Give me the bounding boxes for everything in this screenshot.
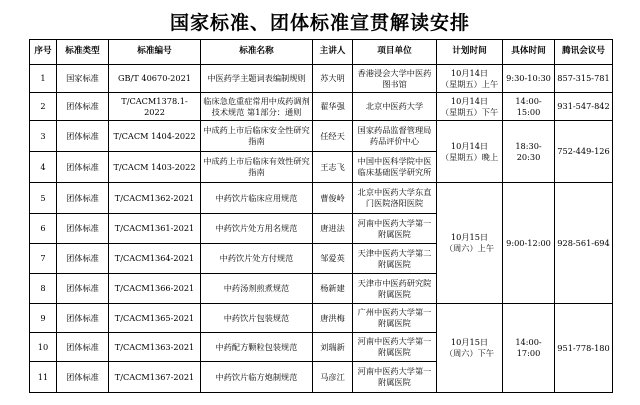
cell-type: 国家标准 xyxy=(57,65,109,93)
header-row xyxy=(30,40,613,65)
cell-name: 中药汤剂煎煮规范 xyxy=(201,274,313,304)
header-time: 具体时间 xyxy=(503,40,555,65)
cell-time: 9:30-10:30 xyxy=(503,65,555,93)
cell-name: 中药配方颗粒包装规范 xyxy=(201,333,313,362)
cell-speaker: 杨新建 xyxy=(313,274,353,304)
cell-unit: 河南中医药大学第一附属医院 xyxy=(353,214,437,244)
cell-unit: 河南中医药大学第一附属医院 xyxy=(353,333,437,362)
cell-code: T/CACM1362-2021 xyxy=(109,183,201,214)
cell-name: 中药饮片临方炮制规范 xyxy=(201,362,313,393)
cell-name: 中医药学主题词表编制规则 xyxy=(201,65,313,93)
header-plan: 计划时间 xyxy=(437,40,503,65)
cell-meeting: 931-547-842 xyxy=(555,93,613,121)
cell-speaker: 曹俊岭 xyxy=(313,183,353,214)
cell-code: T/CACM1367-2021 xyxy=(109,362,201,393)
cell-no: 5 xyxy=(30,183,57,214)
cell-type: 团体标准 xyxy=(57,362,109,393)
cell-no: 9 xyxy=(30,304,57,333)
cell-name: 中成药上市后临床安全性研究指南 xyxy=(201,121,313,152)
cell-code: T/CACM1364-2021 xyxy=(109,244,201,274)
cell-speaker: 马彦江 xyxy=(313,362,353,393)
cell-meeting: 752-449-126 xyxy=(555,121,613,183)
cell-no: 1 xyxy=(30,65,57,93)
table-row xyxy=(30,183,613,214)
cell-meeting: 857-315-781 xyxy=(555,65,613,93)
cell-speaker: 刘瑞新 xyxy=(313,333,353,362)
table-row xyxy=(30,121,613,152)
cell-speaker: 翟华强 xyxy=(313,93,353,121)
cell-unit: 中国中医科学院中医临床基础医学研究所 xyxy=(353,152,437,183)
table-row xyxy=(30,93,613,121)
cell-plan: 10月14日 （星期五）上午 xyxy=(437,65,503,93)
cell-name: 中药饮片包装规范 xyxy=(201,304,313,333)
document-title: 国家标准、团体标准宣贯解读安排 xyxy=(169,12,470,34)
cell-name: 中药饮片临床应用规范 xyxy=(201,183,313,214)
cell-type: 团体标准 xyxy=(57,152,109,183)
cell-type: 团体标准 xyxy=(57,333,109,362)
cell-name: 中药饮片处方用名规范 xyxy=(201,214,313,244)
cell-meeting: 951-778-180 xyxy=(555,304,613,393)
cell-code: T/CACM1366-2021 xyxy=(109,274,201,304)
cell-type: 团体标准 xyxy=(57,183,109,214)
cell-plan: 10月14日 （星期五）晚上 xyxy=(437,121,503,183)
cell-no: 10 xyxy=(30,333,57,362)
cell-code: T/CACM 1403-2022 xyxy=(109,152,201,183)
table-row xyxy=(30,304,613,333)
cell-type: 团体标准 xyxy=(57,304,109,333)
cell-no: 4 xyxy=(30,152,57,183)
cell-unit: 天津中医药大学第二附属医院 xyxy=(353,244,437,274)
cell-speaker: 苏大明 xyxy=(313,65,353,93)
cell-no: 3 xyxy=(30,121,57,152)
cell-speaker: 王志飞 xyxy=(313,152,353,183)
cell-no: 6 xyxy=(30,214,57,244)
cell-code: T/CACM 1404-2022 xyxy=(109,121,201,152)
cell-code: T/CACM1378.1-2022 xyxy=(109,93,201,121)
cell-no: 7 xyxy=(30,244,57,274)
cell-unit: 北京中医药大学 xyxy=(353,93,437,121)
header-no: 序号 xyxy=(30,40,57,65)
cell-plan: 10月15日 （周六）下午 xyxy=(437,304,503,393)
cell-speaker: 任经天 xyxy=(313,121,353,152)
cell-code: T/CACM1365-2021 xyxy=(109,304,201,333)
cell-speaker: 唐洪梅 xyxy=(313,304,353,333)
table-row xyxy=(30,65,613,93)
cell-code: T/CACM1363-2021 xyxy=(109,333,201,362)
cell-no: 2 xyxy=(30,93,57,121)
header-speaker: 主讲人 xyxy=(313,40,353,65)
cell-name: 临床急危重症常用中成药调剂技术规范 第1部分：通则 xyxy=(201,93,313,121)
cell-name: 中药饮片处方付规范 xyxy=(201,244,313,274)
cell-name: 中成药上市后临床有效性研究指南 xyxy=(201,152,313,183)
cell-type: 团体标准 xyxy=(57,121,109,152)
cell-speaker: 唐进法 xyxy=(313,214,353,244)
cell-unit: 香港浸会大学中医药图书馆 xyxy=(353,65,437,93)
cell-meeting: 928-561-694 xyxy=(555,183,613,304)
cell-unit: 河南中医药大学第一附属医院 xyxy=(353,362,437,393)
cell-type: 团体标准 xyxy=(57,214,109,244)
cell-time: 14:00-15:00 xyxy=(503,93,555,121)
cell-type: 团体标准 xyxy=(57,93,109,121)
header-unit: 项目单位 xyxy=(353,40,437,65)
cell-type: 团体标准 xyxy=(57,244,109,274)
cell-type: 团体标准 xyxy=(57,274,109,304)
cell-unit: 国家药品监督管理局药品评价中心 xyxy=(353,121,437,152)
cell-plan: 10月15日 （周六）上午 xyxy=(437,183,503,304)
cell-unit: 北京中医药大学东直门医院洛阳医院 xyxy=(353,183,437,214)
cell-plan: 10月14日 （星期五）下午 xyxy=(437,93,503,121)
header-name: 标准名称 xyxy=(201,40,313,65)
cell-time: 14:00-17:00 xyxy=(503,304,555,393)
cell-time: 9:00-12:00 xyxy=(503,183,555,304)
cell-no: 11 xyxy=(30,362,57,393)
cell-no: 8 xyxy=(30,274,57,304)
header-type: 标准类型 xyxy=(57,40,109,65)
schedule-table xyxy=(29,39,613,393)
cell-time: 18:30-20:30 xyxy=(503,121,555,183)
header-meeting: 腾讯会议号 xyxy=(555,40,613,65)
cell-code: T/CACM1361-2021 xyxy=(109,214,201,244)
cell-code: GB/T 40670-2021 xyxy=(109,65,201,93)
cell-speaker: 邹爱英 xyxy=(313,244,353,274)
header-code: 标准编号 xyxy=(109,40,201,65)
cell-unit: 广州中医药大学第一附属医院 xyxy=(353,304,437,333)
cell-unit: 天津市中医药研究院附属医院 xyxy=(353,274,437,304)
